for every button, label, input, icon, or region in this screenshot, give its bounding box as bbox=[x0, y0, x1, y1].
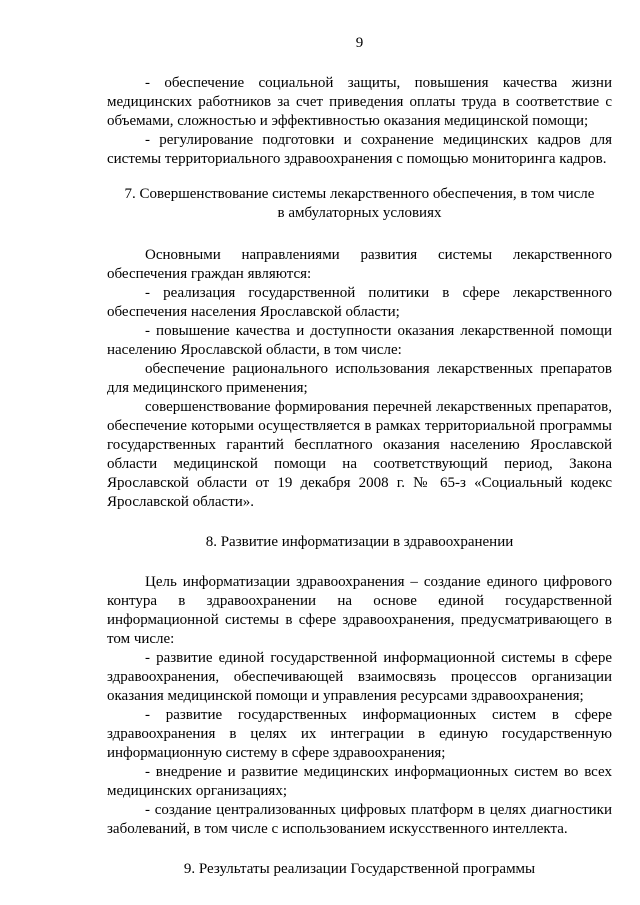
section-7-paragraph: Основными направлениями развития системы лекарственного обеспечения граждан являются: bbox=[107, 247, 612, 282]
section-8-paragraph: - развитие единой государственной информационной системы в сфере здравоохранения, обеспечивающей взаимосвязь процессов организации оказания медицинской помощи и управления ресурсами здравоохранения; bbox=[107, 650, 612, 704]
section-7-heading-line-2: в амбулаторных условиях bbox=[277, 205, 442, 221]
section-7-paragraph: - повышение качества и доступности оказания лекарственной помощи населению Ярославской области, в том числе: bbox=[107, 323, 612, 358]
section-8-heading: 8. Развитие информатизации в здравоохранении bbox=[205, 534, 514, 550]
section-7-heading bbox=[107, 185, 612, 223]
intro-item: - обеспечение социальной защиты, повышения качества жизни медицинских работников за счет приведения оплаты труда в соответствие с объемами, сложностью и эффективностью оказания медицинской помощи; bbox=[107, 75, 612, 129]
section-9-heading: 9. Результаты реализации Государственной программы bbox=[183, 861, 536, 877]
section-8-body bbox=[107, 573, 612, 839]
section-7-paragraph: обеспечение рационального использования лекарственных препаратов для медицинского применения; bbox=[107, 361, 612, 396]
section-7-paragraph: - реализация государственной политики в сфере лекарственного обеспечения населения Ярославской области; bbox=[107, 285, 612, 320]
section-8-paragraph: - создание централизованных цифровых платформ в целях диагностики заболеваний, в том числе с использованием искусственного интеллекта. bbox=[107, 802, 612, 837]
section-8-paragraph: - внедрение и развитие медицинских информационных систем во всех медицинских организациях; bbox=[107, 764, 612, 799]
intro-list bbox=[107, 74, 612, 169]
section-8-paragraph: Цель информатизации здравоохранения – создание единого цифрового контура в здравоохранении на основе единой государственной информационной системы в сфере здравоохранения, предусматривающего в том числе: bbox=[107, 574, 612, 647]
page-number: 9 bbox=[355, 35, 364, 51]
section-8-paragraph: - развитие государственных информационных систем в сфере здравоохранения в целях их интеграции в единую государственную информационную систему в сфере здравоохранения; bbox=[107, 707, 612, 761]
section-7-heading-line-1: 7. Совершенствование системы лекарственного обеспечения, в том числе bbox=[124, 186, 595, 202]
section-7-body bbox=[107, 246, 612, 512]
section-7-paragraph: совершенствование формирования перечней лекарственных препаратов, обеспечение которыми осуществляется в рамках территориальной программы государственных гарантий бесплатного оказания населению Ярославской области медицинской помощи на соответствующий период, Закона Ярославской области от 19 декабря 2008 г. № 65-з «Социальный кодекс Ярославской области». bbox=[107, 399, 612, 510]
intro-item: - регулирование подготовки и сохранение медицинских кадров для системы территориального здравоохранения с помощью мониторинга кадров. bbox=[107, 132, 612, 167]
